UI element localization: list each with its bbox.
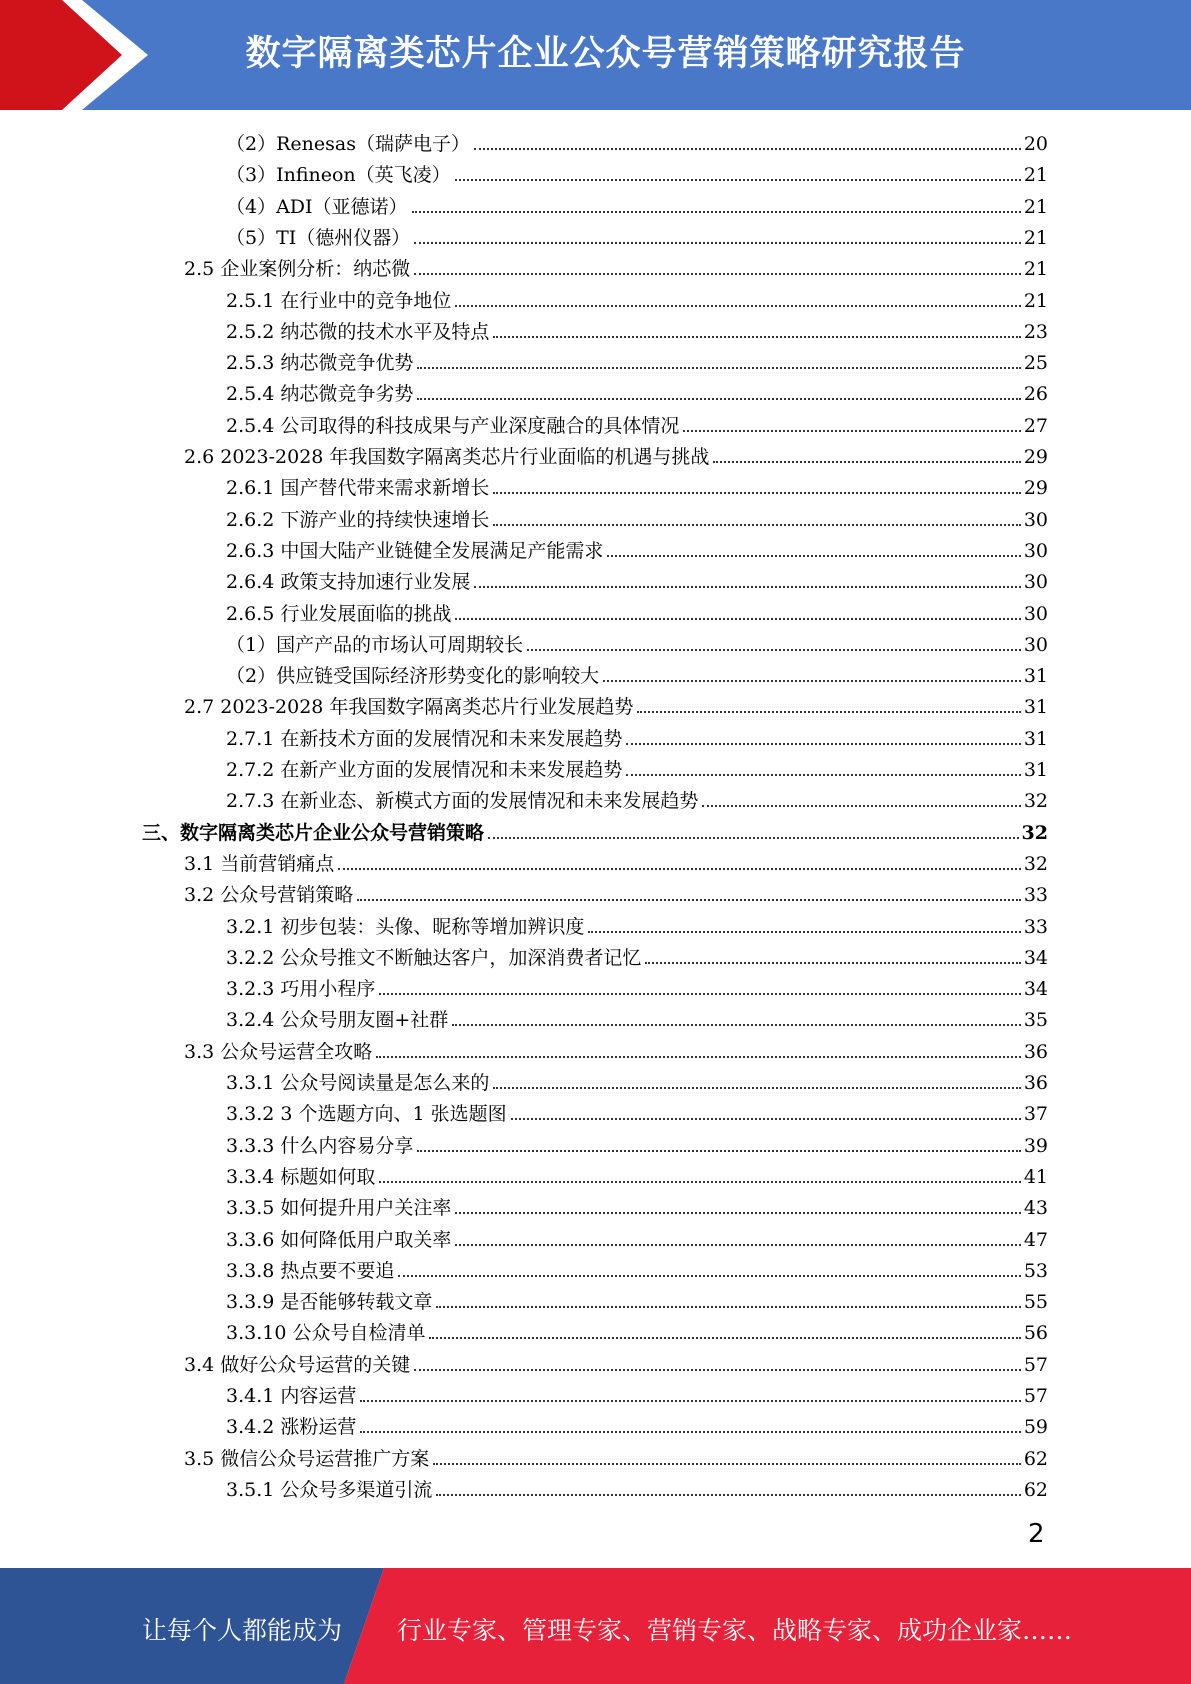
toc-entry-title: 2.6.2 下游产业的持续快速增长 [226,508,490,531]
toc-entry[interactable] [226,1317,1048,1345]
report-title: 数字隔离类芯片企业公众号营销策略研究报告 [245,34,966,74]
toc-dot-leader [436,1494,1020,1496]
toc-entry-page: 34 [1023,978,1048,1001]
toc-entry-page: 37 [1023,1103,1048,1126]
toc-entry[interactable] [226,410,1048,438]
toc-entry-title: 2.7.2 在新产业方面的发展情况和未来发展趋势 [226,759,623,781]
toc-entry-title: 2.6.1 国产替代带来需求新增长 [226,477,490,500]
toc-entry-title: 3.4.1 内容运营 [226,1385,357,1407]
toc-dot-leader [474,148,1021,150]
toc-entry-page: 56 [1023,1322,1048,1345]
toc-entry[interactable] [184,879,1048,907]
toc-entry-title: 3.3.6 如何降低用户取关率 [226,1228,452,1251]
toc-entry-page: 32 [1021,821,1048,844]
toc-entry-page: 35 [1023,1009,1048,1032]
toc-entry[interactable] [226,785,1048,813]
toc-entry[interactable] [226,629,1048,657]
toc-dot-leader [417,398,1020,400]
toc-entry-page: 33 [1023,884,1048,907]
toc-entry[interactable] [184,253,1048,281]
toc-dot-leader [607,555,1020,557]
toc-entry-title: 3.2.1 初步包装：头像、昵称等增加辨识度 [226,915,585,938]
toc-dot-leader [637,711,1020,713]
toc-entry[interactable] [184,848,1048,876]
toc-entry-title: 3.4.2 涨粉运营 [226,1416,357,1439]
toc-entry-page: 57 [1023,1385,1048,1407]
toc-entry[interactable] [226,942,1048,970]
toc-dot-leader [713,461,1020,463]
toc-entry-title: 3.3.8 热点要不要追 [226,1259,395,1282]
toc-entry[interactable] [226,347,1048,375]
toc-dot-leader [527,649,1021,651]
toc-entry[interactable] [226,1004,1048,1032]
toc-entry[interactable] [226,191,1048,219]
toc-entry[interactable] [226,128,1048,156]
toc-entry-page: 30 [1023,633,1048,656]
toc-entry[interactable] [142,817,1048,845]
toc-entry[interactable] [226,754,1048,782]
toc-entry-title: 2.7.3 在新业态、新模式方面的发展情况和未来发展趋势 [226,790,699,813]
toc-entry-title: （2）供应链受国际经济形势变化的影响较大 [226,665,600,688]
toc-dot-leader [455,179,1021,181]
toc-entry-title: 三、数字隔离类芯片企业公众号营销策略 [142,821,485,844]
page-number: 2 [1028,1519,1045,1549]
toc-dot-leader [493,336,1020,338]
footer-slogan-left: 让每个人都能成为 [142,1616,343,1645]
toc-entry-page: 32 [1023,852,1048,875]
toc-entry[interactable] [226,378,1048,406]
toc-entry[interactable] [226,566,1048,594]
footer-slogan-right: 行业专家、管理专家、营销专家、战略专家、成功企业家…… [397,1616,1073,1645]
toc-entry-page: 43 [1023,1197,1048,1220]
toc-dot-leader [626,743,1020,745]
toc-entry[interactable] [226,660,1048,688]
toc-entry[interactable] [226,535,1048,563]
toc-entry-title: （1）国产产品的市场认可周期较长 [226,633,524,656]
toc-entry-page: 21 [1023,164,1048,187]
toc-entry-page: 31 [1023,759,1048,781]
toc-entry-title: 3.5.1 公众号多渠道引流 [226,1478,433,1501]
toc-entry[interactable] [226,1192,1048,1220]
toc-entry-page: 30 [1023,508,1048,531]
toc-entry[interactable] [226,1255,1048,1283]
toc-entry-page: 21 [1023,289,1048,312]
toc-dot-leader [474,586,1020,588]
toc-entry-title: （5）TI（德州仪器） [226,226,411,249]
toc-dot-leader [645,962,1020,964]
toc-dot-leader [488,837,1019,839]
toc-entry[interactable] [226,1224,1048,1252]
toc-entry-title: 3.3.4 标题如何取 [226,1165,376,1188]
toc-dot-leader [455,1212,1020,1214]
toc-entry-title: 3.2.3 巧用小程序 [226,978,376,1001]
toc-entry-title: 2.6.5 行业发展面临的挑战 [226,602,452,625]
toc-entry-page: 20 [1023,133,1048,155]
toc-dot-leader [360,1400,1020,1402]
toc-entry-page: 36 [1023,1072,1048,1094]
toc-entry[interactable] [184,441,1048,469]
toc-entry[interactable] [226,1067,1048,1095]
toc-dot-leader [433,1463,1021,1465]
toc-entry-title: 2.5.1 在行业中的竞争地位 [226,289,452,312]
toc-entry-title: 3.2.4 公众号朋友圈+社群 [226,1009,449,1032]
toc-entry-page: 32 [1023,790,1048,813]
toc-entry-title: 2.6 2023-2028 年我国数字隔离类芯片行业面临的机遇与挑战 [184,446,710,468]
toc-dot-leader [417,367,1020,369]
toc-dot-leader [588,931,1020,933]
toc-entry-page: 29 [1023,446,1048,468]
toc-entry-page: 21 [1023,258,1048,281]
toc-entry[interactable] [226,285,1048,313]
toc-entry-page: 21 [1023,195,1048,218]
toc-entry-title: （4）ADI（亚德诺） [226,195,408,218]
toc-dot-leader [338,868,1021,870]
toc-entry[interactable] [226,1161,1048,1189]
toc-entry[interactable] [184,1349,1048,1377]
toc-entry-title: 3.3.3 什么内容易分享 [226,1134,414,1157]
toc-entry-page: 57 [1023,1353,1048,1376]
toc-entry-page: 41 [1023,1165,1048,1188]
toc-dot-leader [414,273,1021,275]
toc-entry[interactable] [226,316,1048,344]
toc-entry-page: 21 [1023,226,1048,249]
toc-entry-page: 59 [1023,1416,1048,1439]
toc-entry-title: 3.1 当前营销痛点 [184,852,335,875]
toc-dot-leader [493,1087,1020,1089]
toc-entry[interactable] [184,1036,1048,1064]
toc-entry-title: 2.6.4 政策支持加速行业发展 [226,571,471,594]
toc-entry[interactable] [226,911,1048,939]
toc-dot-leader [412,211,1021,213]
toc-entry-title: 2.6.3 中国大陆产业链健全发展满足产能需求 [226,539,604,562]
toc-entry-title: 2.7.1 在新技术方面的发展情况和未来发展趋势 [226,727,623,750]
toc-entry[interactable] [226,159,1048,187]
toc-dot-leader [493,492,1020,494]
toc-dot-leader [603,680,1021,682]
toc-entry[interactable] [226,973,1048,1001]
toc-entry-page: 39 [1023,1134,1048,1157]
toc-entry-page: 31 [1023,727,1048,750]
toc-dot-leader [357,899,1021,901]
toc-entry[interactable] [226,222,1048,250]
toc-entry[interactable] [226,1286,1048,1314]
toc-entry-page: 62 [1023,1447,1048,1470]
toc-dot-leader [455,305,1020,307]
toc-entry-page: 30 [1023,602,1048,625]
toc-entry-page: 25 [1023,352,1048,375]
toc-entry-title: 2.7 2023-2028 年我国数字隔离类芯片行业发展趋势 [184,696,634,719]
toc-entry-page: 34 [1023,946,1048,969]
toc-entry-page: 27 [1023,414,1048,437]
page-header [0,0,1191,110]
toc-entry-title: 3.4 做好公众号运营的关键 [184,1353,411,1376]
toc-entry[interactable] [226,472,1048,500]
toc-entry-page: 53 [1023,1259,1048,1282]
toc-dot-leader [683,430,1020,432]
toc-dot-leader [379,993,1020,995]
toc-entry[interactable] [226,504,1048,532]
toc-entry-page: 36 [1023,1040,1048,1063]
toc-dot-leader [398,1275,1020,1277]
toc-entry[interactable] [226,1474,1048,1502]
toc-dot-leader [455,1244,1020,1246]
toc-entry-title: 3.2 公众号营销策略 [184,884,354,907]
toc-dot-leader [417,1150,1020,1152]
toc-dot-leader [452,1024,1021,1026]
toc-entry-title: 3.3.5 如何提升用户关注率 [226,1197,452,1220]
toc-dot-leader [493,524,1020,526]
toc-entry-page: 26 [1023,383,1048,406]
toc-entry-page: 55 [1023,1291,1048,1314]
toc-entry-page: 31 [1023,665,1048,688]
toc-entry[interactable] [226,1411,1048,1439]
toc-entry-title: （2）Renesas（瑞萨电子） [226,133,470,155]
page-footer [0,1568,1191,1684]
toc-entry-title: 3.3.2 3 个选题方向、1 张选题图 [226,1103,507,1126]
toc-entry[interactable] [226,598,1048,626]
toc-entry-title: 2.5.2 纳芯微的技术水平及特点 [226,320,490,343]
toc-entry-page: 23 [1023,320,1048,343]
toc-dot-leader [626,774,1020,776]
toc-entry-title: 3.3.1 公众号阅读量是怎么来的 [226,1072,490,1094]
toc-dot-leader [511,1118,1021,1120]
toc-entry-title: 3.3.10 公众号自检清单 [226,1322,426,1345]
toc-entry-title: 2.5 企业案例分析：纳芯微 [184,258,411,281]
toc-dot-leader [379,1181,1020,1183]
toc-entry-title: 3.3.9 是否能够转载文章 [226,1291,433,1314]
toc-entry-title: （3）Infineon（英飞凌） [226,164,451,187]
toc-entry-page: 30 [1023,571,1048,594]
toc-entry[interactable] [226,1130,1048,1158]
toc-entry-page: 29 [1023,477,1048,500]
toc-entry[interactable] [226,723,1048,751]
toc-entry[interactable] [184,1443,1048,1471]
toc-dot-leader [455,618,1020,620]
toc-entry-page: 33 [1023,915,1048,938]
toc-dot-leader [414,242,1021,244]
toc-entry-page: 47 [1023,1228,1048,1251]
toc-dot-leader [360,1431,1020,1433]
toc-entry-title: 2.5.4 公司取得的科技成果与产业深度融合的具体情况 [226,414,680,437]
toc-dot-leader [376,1056,1021,1058]
toc-dot-leader [429,1337,1020,1339]
toc-dot-leader [702,805,1020,807]
toc-entry-title: 2.5.3 纳芯微竞争优势 [226,352,414,375]
toc-entry[interactable] [184,691,1048,719]
toc-entry-title: 3.5 微信公众号运营推广方案 [184,1447,430,1470]
toc-entry[interactable] [226,1380,1048,1408]
toc-entry-page: 31 [1023,696,1048,719]
toc-entry[interactable] [226,1098,1048,1126]
toc-entry-title: 3.2.2 公众号推文不断触达客户，加深消费者记忆 [226,946,642,969]
toc-dot-leader [436,1306,1020,1308]
toc-entry-title: 2.5.4 纳芯微竞争劣势 [226,383,414,406]
toc-entry-page: 62 [1023,1478,1048,1501]
toc-dot-leader [414,1369,1021,1371]
toc-entry-title: 3.3 公众号运营全攻略 [184,1040,373,1063]
toc-entry-page: 30 [1023,539,1048,562]
